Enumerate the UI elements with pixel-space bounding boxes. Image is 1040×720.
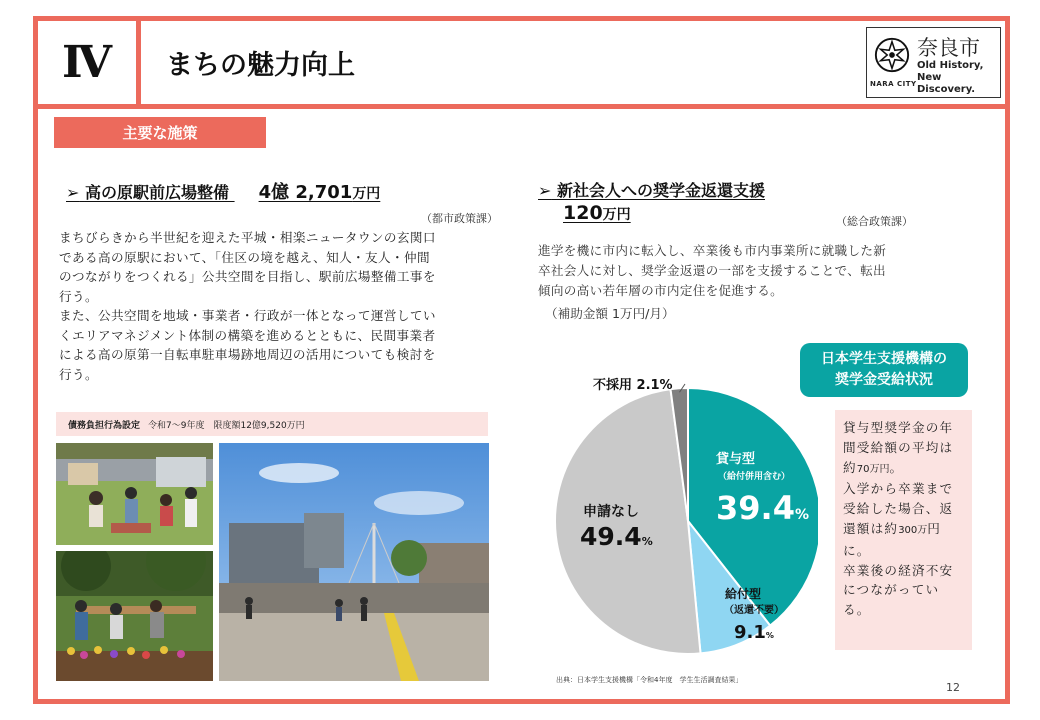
photo-park-gathering — [56, 551, 213, 681]
page-title: まちの魅力向上 — [166, 50, 355, 81]
left-amount: 4億 2,701万円 — [258, 182, 381, 203]
slice-lending-value: 39.4% — [716, 489, 809, 527]
arrow-icon: ➢ — [66, 183, 80, 202]
slice-lending-label: 貸与型 — [716, 452, 756, 467]
right-heading — [538, 178, 765, 201]
photo-event-crowd — [56, 443, 213, 545]
scholarship-pie-chart — [528, 351, 818, 671]
nara-city-logo — [866, 27, 1001, 98]
section-number: Ⅳ — [38, 21, 141, 104]
slice-grant-label: 給付型 — [725, 587, 762, 601]
left-heading-text: 高の原駅前広場整備 — [84, 183, 229, 202]
debt-burden-bar — [56, 412, 488, 436]
left-department: （都市政策課） — [421, 212, 498, 225]
debt-detail: 令和7～9年度 限度額12億9,520万円 — [148, 420, 305, 431]
info-line-1: 貸与型奨学金の年間受給額の平均は約70万円。 — [843, 420, 954, 475]
slice-none-label: 申請なし — [583, 504, 639, 520]
photo-station-plaza — [219, 443, 489, 681]
main-measures-badge: 主要な施策 — [54, 117, 266, 148]
right-heading-text: 新社会人への奨学金返還支援 — [556, 181, 765, 200]
info-line-3: 卒業後の経済不安につながっている。 — [843, 562, 954, 618]
logo-city-text: NARA CITY — [870, 80, 917, 88]
logo-kanji: 奈良市 — [917, 36, 980, 60]
source-note: 出典：日本学生支援機構「令和4年度 学生生活調査結果」 — [556, 676, 743, 684]
right-department: （総合政策課） — [836, 215, 913, 228]
debt-label: 債務負担行為設定 — [68, 420, 141, 431]
slice-rejected-label: 不採用 2.1% — [593, 378, 673, 393]
slice-grant-sublabel: （返還不要） — [724, 605, 784, 616]
deer-emblem-icon — [873, 36, 911, 74]
left-heading — [66, 178, 380, 204]
logo-tagline: Old History, New Discovery. — [917, 60, 984, 95]
slide-frame — [33, 16, 1010, 704]
subsidy-note: （補助金額 1万円/月） — [545, 306, 675, 321]
arrow-icon: ➢ — [538, 181, 552, 200]
page-number: 12 — [946, 681, 960, 694]
slice-grant-value: 9.1% — [734, 622, 774, 643]
slice-lending-sublabel: （給付併用含む） — [718, 472, 791, 482]
header — [38, 21, 1005, 109]
jasso-title-badge: 日本学生支援機構の 奨学金受給状況 — [800, 343, 968, 397]
info-line-2: 入学から卒業まで受給した場合、返還額は約300万円に。 — [843, 481, 954, 558]
slice-none-value: 49.4% — [580, 522, 653, 551]
right-amount: 120万円 — [563, 202, 631, 224]
scholarship-info-box — [835, 410, 972, 650]
left-body-text: まちびらきから半世紀を迎えた平城・相楽ニュータウンの玄関口 である高の原駅において、「住区の境を越え、知人・友人・仲間 のつながりをつくれる」公共空間を目指し、駅前広場整備工事を 行う。 また、公共空間を地域・事業者・行政が一体となって運営してい くエリアマネジメント体制の構築を進めるとともに、民間事業者 による高の原第一自転車駐車場跡地周辺の活用についても検討を 行う。 — [59, 230, 436, 382]
right-body-text: 進学を機に市内に転入し、卒業後も市内事業所に就職した新 卒社会人に対し、奨学金返還の一部を支援することで、転出 傾向の高い若年層の市内定住を促進する。 — [538, 243, 887, 298]
